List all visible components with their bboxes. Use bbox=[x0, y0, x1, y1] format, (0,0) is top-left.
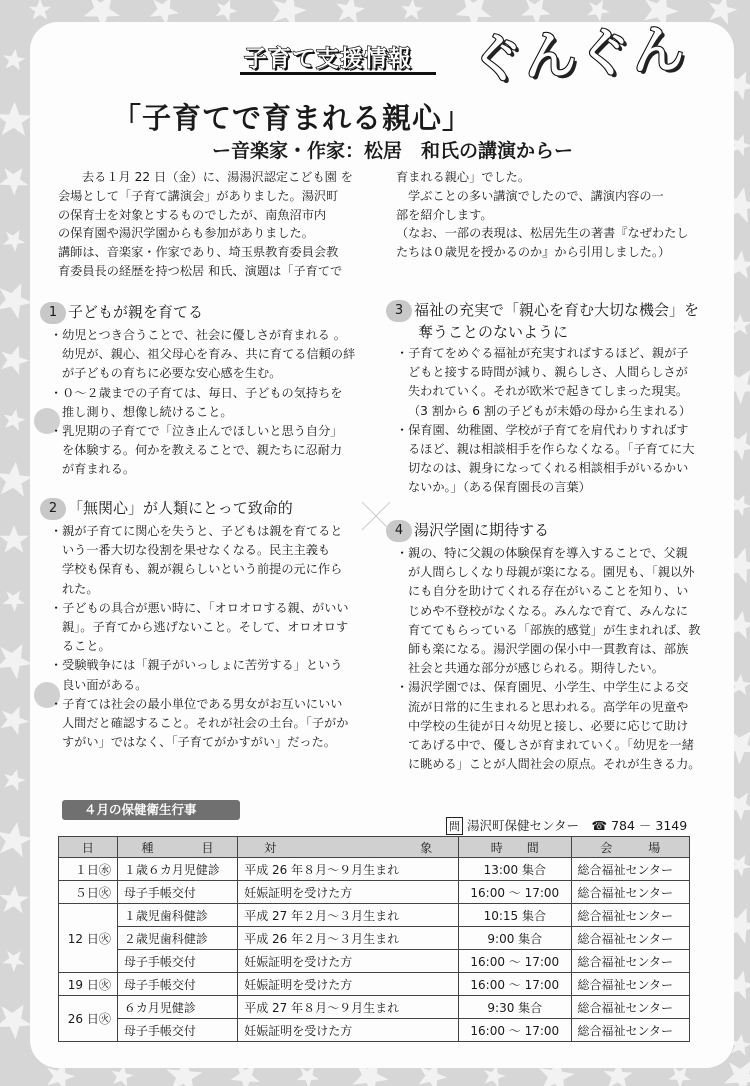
cell-venue: 総合福祉センター bbox=[571, 904, 690, 927]
table-row bbox=[59, 927, 690, 950]
section-line: 学校も保育も、親が親らしいという前提の元に作ら bbox=[62, 562, 343, 577]
header-underline bbox=[240, 72, 436, 75]
intro-line: 部を紹介します。 bbox=[396, 207, 493, 222]
intro-line: 学ぶことの多い講演でしたので、講演内容の一 bbox=[408, 188, 664, 203]
section-line: どもと接する時間が減り、親らしさ、人間らしさが bbox=[408, 365, 688, 380]
section-heading-text: 福祉の充実で「親心を育む大切な機会」を bbox=[414, 301, 700, 319]
cell-venue: 総合福祉センター bbox=[571, 858, 690, 881]
schedule-table bbox=[58, 836, 690, 1042]
section-line: るほど、親は相談相手を作らなくなる。「子育てに大 bbox=[408, 442, 695, 457]
intro-right bbox=[396, 168, 689, 262]
cell-target: 平成 27 年８月～９月生まれ bbox=[238, 996, 459, 1019]
section-line: 良い面がある。 bbox=[62, 677, 148, 692]
table-row bbox=[59, 996, 690, 1019]
section-line: ないか。」（ある保育園長の言葉） bbox=[408, 480, 591, 495]
cell-target: 妊娠証明を受けた方 bbox=[238, 950, 459, 973]
cell-time: 16:00 ～ 17:00 bbox=[459, 1019, 571, 1042]
section-line: にも自分を助けてくれる存在がいることを知り、い bbox=[408, 584, 689, 599]
cell-day: 19 日㊋ bbox=[59, 973, 118, 996]
section-heading bbox=[386, 300, 699, 322]
table-row bbox=[59, 904, 690, 927]
section-line: ・幼児とつき合うことで、社会に優しさが育まれる 。 bbox=[50, 328, 346, 342]
section-line: 社会と共通な部分が感じられる。期待したい。 bbox=[408, 661, 664, 676]
column-header-type: 種 目 bbox=[117, 837, 237, 858]
section-line: 失われていく。それが欧米で起きてしまった現実。 bbox=[408, 384, 689, 399]
section-line: ・保育園、幼稚園、学校が子育てを肩代わりすればす bbox=[396, 422, 689, 437]
section-line: 推し測り、想像し続けること。 bbox=[62, 404, 233, 419]
cell-day: １日㊌ bbox=[59, 858, 118, 881]
section-line: （3 割から 6 割の子どもが未婚の母から生まれる） bbox=[408, 403, 692, 418]
column-header-target: 対 象 bbox=[238, 837, 459, 858]
section-4 bbox=[386, 520, 701, 774]
section-line: ・乳児期の子育てで「泣き止んでほしいと思う自分」 bbox=[50, 424, 343, 439]
inquiry-badge: 問 bbox=[446, 817, 463, 835]
section-2 bbox=[40, 498, 349, 752]
section-heading-text: 子どもが親を育てる bbox=[68, 303, 204, 321]
section-heading bbox=[40, 302, 355, 324]
cell-time: 9:00 集合 bbox=[459, 927, 571, 950]
section-number: 1 bbox=[40, 302, 66, 324]
cell-type: 母子手帳交付 bbox=[117, 950, 237, 973]
cell-target: 妊娠証明を受けた方 bbox=[238, 881, 459, 904]
table-row bbox=[59, 1019, 690, 1042]
intro-line: 講師は、音楽家・作家であり、埼玉県教育委員会教 bbox=[58, 245, 339, 260]
cell-time: 9:30 集合 bbox=[459, 996, 571, 1019]
section-line: 中学校の生徒が日々幼児と接し、必要に応じて助け bbox=[408, 718, 689, 733]
section-line: 人間だと確認すること。それが社会の土台。「子がか bbox=[62, 716, 349, 731]
section-line: ・親の、特に父親の体験保育を導入することで、父親 bbox=[396, 546, 688, 560]
cell-time: 16:00 ～ 17:00 bbox=[459, 973, 571, 996]
section-heading-text: 「無関心」が人類にとって致命的 bbox=[68, 499, 293, 517]
section-line: ・親が子育てに関心を失うと、子どもは親を育てると bbox=[50, 524, 343, 538]
column-header-day: 日 bbox=[59, 837, 118, 858]
section-line: ・子育ては社会の最小単位である男女がお互いにいい bbox=[50, 696, 343, 711]
intro-left bbox=[58, 168, 353, 281]
cell-target: 平成 27 年２月～３月生まれ bbox=[238, 904, 459, 927]
section-heading-text: 奪うことのないように bbox=[418, 323, 569, 341]
section-line: 切なのは、親身になってくれる相談相手がいるかい bbox=[408, 461, 689, 476]
section-line: すがい」ではなく、「子育てがかすがい」だった。 bbox=[62, 735, 336, 750]
intro-line: の保育園や湯沢学園からも参加がありました。 bbox=[58, 226, 314, 241]
section-heading bbox=[386, 520, 701, 542]
section-line: 師も楽になる。湯沢学園の保小中一貫教育は、部族 bbox=[408, 642, 689, 657]
section-number: 3 bbox=[386, 300, 412, 322]
table-row bbox=[59, 858, 690, 881]
contact-name: 湯沢町保健センター bbox=[467, 818, 580, 833]
section-line: ・子どもの具合が悪い時に、「オロオロする親、がいい bbox=[50, 600, 349, 615]
cell-type: 母子手帳交付 bbox=[117, 881, 237, 904]
table-header-row bbox=[59, 837, 690, 858]
contact-info bbox=[446, 816, 687, 835]
cell-target: 妊娠証明を受けた方 bbox=[238, 973, 459, 996]
section-3 bbox=[386, 300, 699, 498]
cell-venue: 総合福祉センター bbox=[571, 973, 690, 996]
section-number: 4 bbox=[386, 520, 412, 542]
column-header-time: 時 間 bbox=[459, 837, 571, 858]
cell-type: ６カ月児健診 bbox=[117, 996, 237, 1019]
section-line: じめや不登校がなくなる。みんなで育て、みんなに bbox=[408, 603, 689, 618]
cell-type: 母子手帳交付 bbox=[117, 1019, 237, 1042]
cell-day: 26 日㊋ bbox=[59, 996, 118, 1042]
section-line: が人間らしくなり母親が楽になる。園児も、「親以外 bbox=[408, 565, 695, 580]
table-row bbox=[59, 950, 690, 973]
intro-line: の保育士を対象とするものでしたが、南魚沼市内 bbox=[58, 207, 327, 222]
section-line: 親」。子育てから逃げないこと。そして、オロオロす bbox=[62, 620, 349, 635]
cell-time: 10:15 集合 bbox=[459, 904, 571, 927]
section-line: 幼児が、親心、祖父母心を育み、共に育てる信頼の絆 bbox=[62, 347, 356, 362]
section-line: ・子育てをめぐる福祉が充実すればするほど、親が子 bbox=[396, 346, 689, 360]
article-title: 「子育てで育まれる親心」 bbox=[112, 101, 473, 135]
cell-target: 妊娠証明を受けた方 bbox=[238, 1019, 459, 1042]
cell-venue: 総合福祉センター bbox=[571, 950, 690, 973]
section-line: ・湯沢学園では、保育園児、小学生、中学生による交 bbox=[396, 680, 689, 695]
section-line: を体験する。何かを教えることで、親たちに忍耐力 bbox=[62, 443, 343, 458]
cell-type: １歳６カ月児健診 bbox=[117, 858, 237, 881]
table-row bbox=[59, 881, 690, 904]
section-line: 流が日常的に生まれると思われる。高学年の児童や bbox=[408, 699, 689, 714]
section-line: れた。 bbox=[62, 581, 99, 596]
section-line: が育まれる。 bbox=[62, 462, 136, 477]
article-subtitle: ー音楽家・作家：松居 和氏の講演からー bbox=[212, 140, 574, 162]
contact-phone: ☎ 784 － 3149 bbox=[591, 818, 688, 833]
section-line: に眺める」ことが人間社会の原点。それが生きる力。 bbox=[408, 757, 701, 772]
section-line: ・受験戦争には「親子がいっしょに苦労する」という bbox=[50, 658, 343, 673]
table-row bbox=[59, 973, 690, 996]
section-line: いう一番大切な役割を果せなくなる。民主主義も bbox=[62, 543, 331, 558]
section-line: が子どもの育ちに必要な安心感を生む。 bbox=[62, 366, 282, 381]
section-number: 2 bbox=[40, 498, 66, 520]
section-heading bbox=[40, 498, 349, 520]
cell-venue: 総合福祉センター bbox=[571, 1019, 690, 1042]
cell-day: 12 日㊋ bbox=[59, 904, 118, 973]
cell-venue: 総合福祉センター bbox=[571, 881, 690, 904]
section-line: てあげる中で、優しさが育まれていく。「幼児を一緒 bbox=[408, 738, 694, 753]
intro-line: 育委員長の経歴を持つ松居 和氏、演題は「子育てで bbox=[58, 263, 343, 278]
section-line: 育ててもらっている「部族的感覚」が生まれれば、教 bbox=[408, 622, 701, 637]
intro-line: 会場として「子育て講演会」がありました。湯沢町 bbox=[58, 188, 339, 203]
cell-venue: 総合福祉センター bbox=[571, 927, 690, 950]
cell-time: 16:00 ～ 17:00 bbox=[459, 881, 571, 904]
cell-time: 13:00 集合 bbox=[459, 858, 571, 881]
brand-logo: ぐんぐん bbox=[468, 19, 688, 91]
column-header-venue: 会 場 bbox=[571, 837, 690, 858]
intro-line: （なお、一部の表現は、松居先生の著書『なぜわたし bbox=[396, 226, 689, 241]
cell-target: 平成 26 年２月～３月生まれ bbox=[238, 927, 459, 950]
cell-target: 平成 26 年８月～９月生まれ bbox=[238, 858, 459, 881]
intro-line: 去る１月 22 日（金）に、湯湯沢認定こども園 を bbox=[82, 170, 353, 184]
intro-line: 育まれる親心」でした。 bbox=[396, 170, 531, 184]
cell-type: １歳児歯科健診 bbox=[117, 904, 237, 927]
cell-type: ２歳児歯科健診 bbox=[117, 927, 237, 950]
section-1 bbox=[40, 302, 355, 480]
cell-type: 母子手帳交付 bbox=[117, 973, 237, 996]
section-line: ・０～２歳までの子育ては、毎日、子どもの気持ちを bbox=[50, 385, 343, 400]
section-line: ること。 bbox=[62, 639, 111, 654]
section-heading-text: 湯沢学園に期待する bbox=[414, 521, 550, 539]
cell-time: 16:00 ～ 17:00 bbox=[459, 950, 571, 973]
cell-day: ５日㊋ bbox=[59, 881, 118, 904]
header-title: 子育て支援情報 bbox=[244, 46, 412, 72]
cross-mark bbox=[360, 500, 392, 532]
intro-line: たちは０歳児を授かるのか』から引用しました。） bbox=[396, 245, 671, 260]
cell-venue: 総合福祉センター bbox=[571, 996, 690, 1019]
schedule-label: ４月の保健衛生行事 bbox=[62, 800, 240, 820]
